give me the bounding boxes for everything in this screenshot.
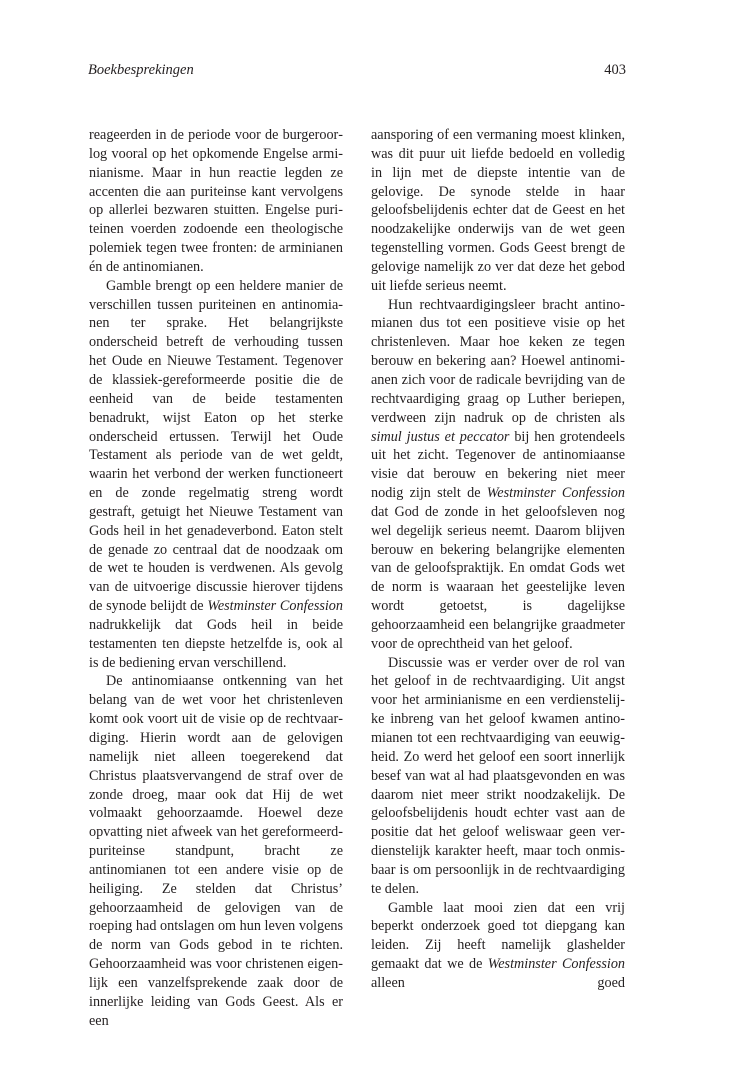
italic-title: Westminster Confession: [487, 956, 626, 973]
italic-phrase: simul justus et peccator: [371, 428, 510, 445]
paragraph-text: Hun rechtvaardigingsleer bracht antinomianen dus tot een positieve visie op het christenleven. Maar hoe keken ze tegen berouw en bekering aan? Hoewel antinomianen zich voor de radicale bevrijding van de rechtvaardiging graag op Luther beriepen, verdween zijn nadruk op de christen als: [371, 296, 625, 426]
paragraph: reageerden in de periode voor de burgeroorlog vooral op het opkomende Engelse arminianisme. Maar in hun reactie legden ze accenten die aan puriteinse kant vervolgens op allerlei bezwaren stuitten. Engelse puriteinen voerden zodoende een theologische polemiek tegen twee fronten: de arminianen én de antinomianen.: [89, 127, 343, 275]
paragraph-text: alleen goed: [371, 974, 625, 991]
italic-title: Westminster Confession: [207, 598, 343, 615]
running-header: [88, 62, 626, 79]
paragraph: [371, 296, 625, 654]
paragraph: Discussie was er verder over de rol van het geloof in de rechtvaardiging. Uit angst voor het arminianisme en een verdienstelijke inbreng van het geloof kwamen antinomianen tot een rechtvaardiging van eeuwigheid. Zo werd het geloof een soort innerlijk besef van wat al had plaatsgevonden en was daarom niet meer strikt noodzakelijk. De geloofsbelijdenis houdt echter vast aan de positie dat het geloof weliswaar geen verdienstelijk karakter heeft, maar toch onmisbaar is om persoonlijk in de rechtvaardiging te delen.: [371, 654, 625, 897]
paragraph-text: Gamble brengt op een heldere manier de verschillen tussen puriteinen en antinomianen ter sprake. Het belangrijkste onderscheid betreft de verhouding tussen het Oude en Nieuwe Testament. Tegenover de klassiek-gereformeerde positie die de eenheid van de beide testamenten benadrukt, wijst Eaton op het sterke onderscheid ertussen. Terwijl het Oude Testament als periode van de wet geldt, waarin het verbond der werken functioneert en de zonde regelmatig streng wordt gestraft, getuigt het Nieuwe Testament van Gods heil in het genadeverbond. Eaton stelt de genade zo centraal dat de noodzaak om de wet te houden is verdwenen. Als gevolg van de uitvoerige discussie hierover tijdens de synode belijdt de: [89, 277, 343, 615]
right-column: [371, 126, 625, 993]
paragraph: De antinomiaanse ontkenning van het belang van de wet voor het christenleven komt ook voort uit de visie op de rechtvaardiging. Hierin wordt aan de gelovigen namelijk niet alleen toegerekend dat Christus plaatsvervangend de straf over de zonde droeg, maar ook dat Hij de wet volmaakt gehoorzaamde. Hoewel deze opvatting niet afweek van het gereformeerd-puriteinse standpunt, bracht ze antinomianen tot een andere visie op de heiliging. Ze stelden dat Christus’ gehoorzaamheid de gelovigen van de roeping had ontslagen om hun leven volgens de norm van Gods gebod in te richten. Gehoorzaamheid was voor christenen eigenlijk een vanzelfsprekende zaak door de innerlijke leiding van Gods Geest. Als er een: [89, 673, 343, 1029]
page-number: 403: [604, 62, 626, 78]
left-column: [89, 126, 343, 1031]
italic-title: Westminster Confession: [486, 485, 625, 502]
paragraph-text: Gamble laat mooi zien dat een vrij beperkt onderzoek goed tot diepgang kan leiden. Zij heeft namelijk glashelder gemaakt dat we de: [371, 899, 625, 973]
section-title: Boekbesprekingen: [88, 62, 194, 78]
paragraph-text: dat God de zonde in het geloofsleven nog wel degelijk serieus neemt. Daarom blijven berouw en bekering belangrijke elementen van de geloofspraktijk. En omdat Gods wet de norm is waaraan het geestelijke leven wordt getoetst, is dagelijkse gehoorzaamheid een belangrijke graadmeter voor de oprechtheid van het geloof.: [371, 503, 625, 652]
paragraph: [371, 899, 625, 993]
paragraph: [89, 277, 343, 673]
paragraph-text: nadrukkelijk dat Gods heil in beide testamenten ten diepste hetzelfde is, ook al is de bediening ervan verschillend.: [89, 616, 343, 671]
paragraph-text: bij hen grotendeels uit het zicht. Tegenover de antinomiaanse visie dat berouw en bekering niet meer nodig zijn stelt de: [371, 428, 625, 502]
paragraph: aansporing of een vermaning moest klinken, was dit puur uit liefde bedoeld en volledig in lijn met de diepste intentie van de gelovige. De synode stelde in haar geloofsbelijdenis echter dat de Geest en het noodzakelijke onderwijs van de wet geen tegenstelling vormen. Gods Geest brengt de gelovige namelijk zo ver dat deze het gebod uit liefde serieus neemt.: [371, 127, 625, 294]
